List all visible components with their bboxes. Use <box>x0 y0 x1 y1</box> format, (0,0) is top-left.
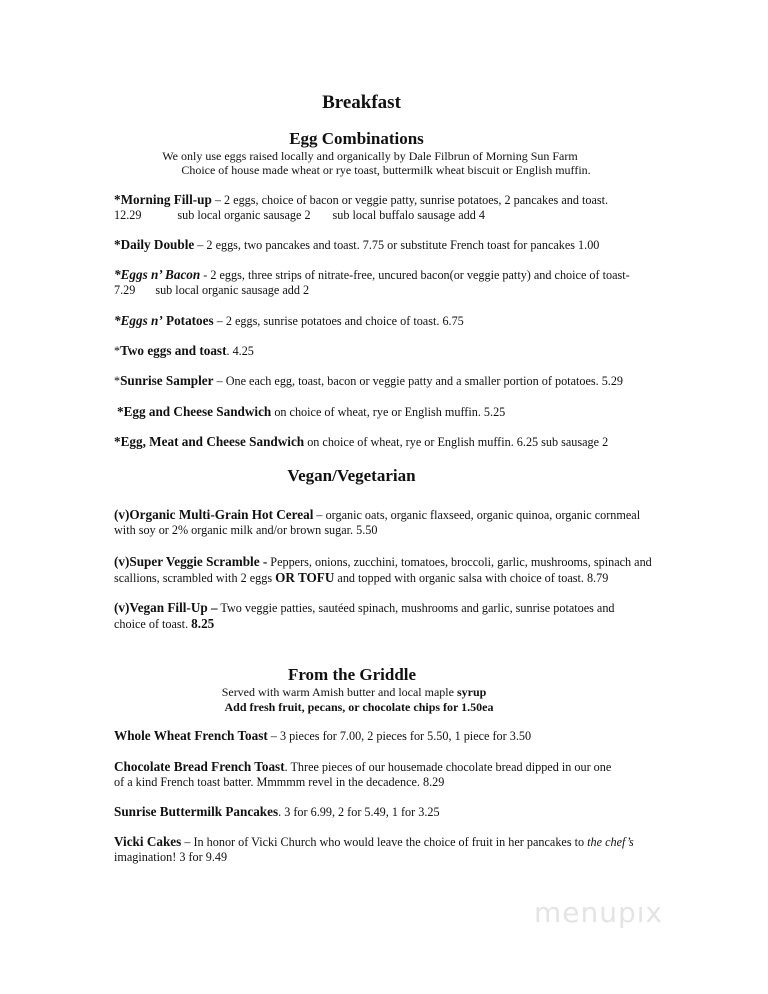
item-name: Two eggs and toast <box>120 343 227 358</box>
item-desc: . 3 for 6.99, 2 for 5.49, 1 for 3.25 <box>278 805 440 819</box>
item-name: Vegan Fill-Up – <box>129 600 218 615</box>
item-name: Super Veggie Scramble - <box>129 554 268 569</box>
item-option: sub local organic sausage 2 <box>177 208 311 222</box>
section-heading-from-the-griddle: From the Griddle <box>287 665 417 684</box>
page-title: Breakfast <box>322 92 401 113</box>
item-desc: . 4.25 <box>226 344 254 358</box>
item-desc: – 2 eggs, two pancakes and toast. 7.75 or substitute French toast for pancakes 1.00 <box>194 238 600 252</box>
item-highlight: OR TOFU <box>275 570 335 585</box>
item-desc: – 2 eggs, sunrise potatoes and choice of toast. 6.75 <box>213 314 464 328</box>
menu-item-eggs-n-potatoes <box>114 313 674 329</box>
watermark-logo: menupıx <box>534 896 664 929</box>
menu-item-sunrise-sampler <box>114 373 674 389</box>
item-name-italic: *Eggs n’ <box>114 313 163 328</box>
item-desc: Peppers, onions, zucchini, tomatoes, broccoli, garlic, mushrooms, spinach and scallions, scrambled with 2 eggs <box>114 555 652 585</box>
item-name: *Morning Fill-up <box>114 192 212 207</box>
item-desc: on choice of wheat, rye or English muffin. 6.25 sub sausage 2 <box>304 435 609 449</box>
item-name: Organic Multi-Grain Hot Cereal <box>129 507 314 522</box>
section-heading-vegan-vegetarian: Vegan/Vegetarian <box>287 466 416 485</box>
item-name: Vicki Cakes <box>114 834 182 849</box>
item-name: *Egg and Cheese Sandwich <box>117 404 272 419</box>
item-desc: - 2 eggs, three strips of nitrate-free, uncured bacon(or veggie patty) and choice of toast- <box>200 268 630 282</box>
item-desc: imagination! 3 for 9.49 <box>114 850 228 864</box>
menu-item-vegan-fill-up <box>114 600 644 632</box>
menu-item-vicki-cakes <box>114 834 654 865</box>
menu-item-hot-cereal <box>114 507 644 538</box>
item-name: Sunrise Buttermilk Pancakes <box>114 804 279 819</box>
item-name: Sunrise Sampler <box>120 373 214 388</box>
item-desc: and topped with organic salsa with choice of toast. 8.79 <box>334 571 609 585</box>
item-desc: on choice of wheat, rye or English muffin. 5.25 <box>271 405 506 419</box>
menu-item-daily-double <box>114 237 674 253</box>
item-prefix: * <box>114 374 121 388</box>
item-name: *Eggs n’ Bacon <box>114 267 201 282</box>
item-desc: – 2 eggs, choice of bacon or veggie patty, sunrise potatoes, 2 pancakes and toast. <box>211 193 609 207</box>
item-desc: – In honor of Vicki Church who would leave the choice of fruit in her pancakes to <box>181 835 588 849</box>
menu-item-super-veggie-scramble <box>114 554 662 586</box>
item-tag: (v) <box>114 600 130 615</box>
item-desc: – 3 pieces for 7.00, 2 pieces for 5.50, 1 piece for 3.50 <box>267 729 532 743</box>
griddle-subtitle-1-text: Served with warm Amish butter and local maple <box>221 685 457 699</box>
item-name: *Egg, Meat and Cheese Sandwich <box>114 434 305 449</box>
item-desc: – organic oats, organic flaxseed, organic quinoa, organic cornmeal with soy or 2% organic milk and/or brown sugar. 5.50 <box>114 508 641 537</box>
griddle-subtitle-2: Add fresh fruit, pecans, or chocolate chips for 1.50ea <box>224 700 494 714</box>
menu-item-sunrise-buttermilk-pancakes <box>114 804 674 820</box>
item-name: Chocolate Bread French Toast <box>114 759 285 774</box>
item-desc: – One each egg, toast, bacon or veggie patty and a smaller portion of potatoes. 5.29 <box>213 374 624 388</box>
item-desc: . Three pieces of our housemade chocolate bread dipped in our one of a kind French toast batter. Mmmmm revel in the decadence. 8.29 <box>114 760 612 789</box>
item-prefix: * <box>114 344 121 358</box>
item-tag: (v) <box>114 554 130 569</box>
item-desc-italic: the chef’s <box>587 835 634 849</box>
item-name: *Daily Double <box>114 237 195 252</box>
section-heading-egg-combinations: Egg Combinations <box>289 129 424 148</box>
item-option: sub local organic sausage add 2 <box>155 283 310 297</box>
item-name: Whole Wheat French Toast <box>114 728 268 743</box>
item-name: Potatoes <box>162 313 214 328</box>
menu-item-chocolate-bread-french-toast <box>114 759 614 790</box>
menu-item-two-eggs-and-toast <box>114 343 674 359</box>
item-option: sub local buffalo sausage add 4 <box>332 208 485 222</box>
griddle-subtitle-1-bold: syrup <box>456 685 487 699</box>
item-price: 7.29 <box>114 283 136 297</box>
menu-item-whole-wheat-french-toast <box>114 728 674 744</box>
menu-item-morning-fill-up <box>114 192 674 223</box>
egg-subtitle-1: We only use eggs raised locally and organically by Dale Filbrun of Morning Sun Farm <box>162 149 578 163</box>
menu-item-eggs-n-bacon <box>114 267 674 298</box>
menu-item-egg-meat-cheese-sandwich <box>114 434 674 450</box>
griddle-subtitle-1 <box>0 685 708 700</box>
menu-item-egg-and-cheese-sandwich <box>117 404 677 420</box>
item-tag: (v) <box>114 507 130 522</box>
item-price: 12.29 <box>114 208 142 222</box>
item-price: 8.25 <box>191 616 215 631</box>
item-desc: Two veggie patties, sautéed spinach, mushrooms and garlic, sunrise potatoes and choice of toast. <box>114 601 615 631</box>
egg-subtitle-2: Choice of house made wheat or rye toast, buttermilk wheat biscuit or English muffin. <box>181 163 591 177</box>
